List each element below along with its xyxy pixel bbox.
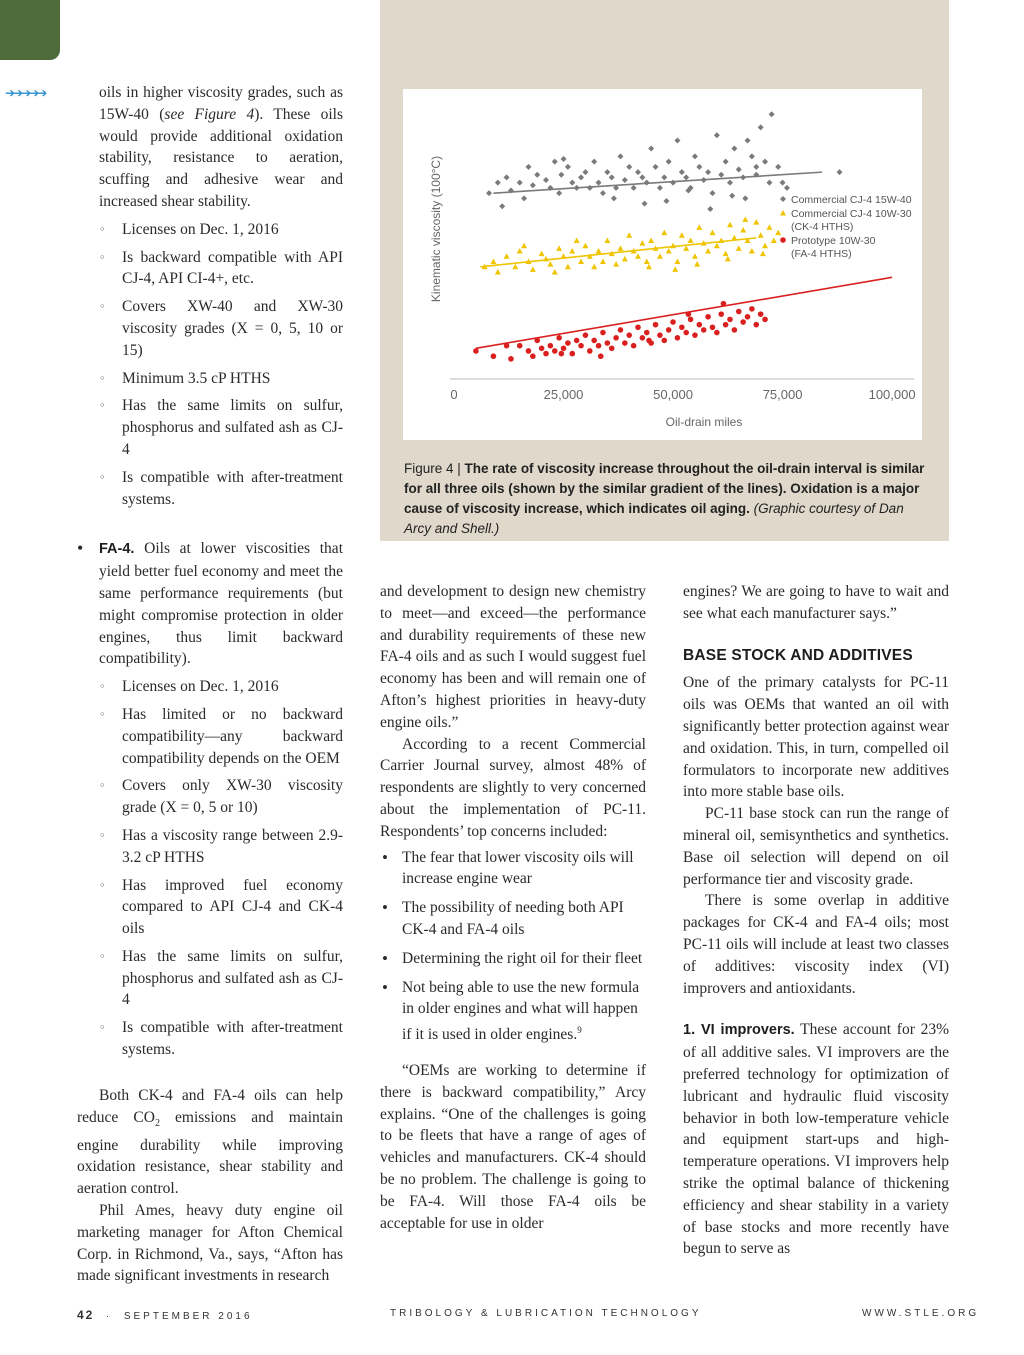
data-point-prototype-10w30 bbox=[646, 338, 652, 344]
data-point-cj4-15w40 bbox=[611, 195, 617, 201]
basestock-paragraph: PC-11 base stock can run the range of mineral oil, semisynthetics and synthetics. Base oil selection will depend on oil performance tier and viscosity grade. bbox=[683, 805, 949, 888]
data-point-cj4-10w30 bbox=[740, 227, 746, 233]
data-point-cj4-10w30 bbox=[521, 243, 527, 249]
data-point-cj4-10w30 bbox=[512, 264, 518, 270]
data-point-cj4-15w40 bbox=[578, 174, 584, 180]
data-point-prototype-10w30 bbox=[640, 335, 646, 341]
data-point-cj4-15w40 bbox=[663, 198, 669, 204]
data-point-prototype-10w30 bbox=[598, 353, 604, 359]
data-point-cj4-15w40 bbox=[784, 185, 790, 191]
data-point-cj4-10w30 bbox=[626, 232, 632, 238]
data-point-cj4-10w30 bbox=[578, 259, 584, 265]
footer-dot: · bbox=[105, 1311, 113, 1322]
data-point-prototype-10w30 bbox=[758, 311, 764, 317]
data-point-prototype-10w30 bbox=[749, 306, 755, 312]
data-point-prototype-10w30 bbox=[727, 317, 733, 323]
data-point-prototype-10w30 bbox=[578, 343, 584, 349]
x-tick-label: 100,000 bbox=[868, 387, 916, 402]
ck4-list-item: ◦ Minimum 3.5 cP HTHS bbox=[122, 368, 343, 390]
fa4-list bbox=[77, 538, 343, 670]
data-point-cj4-10w30 bbox=[617, 245, 623, 251]
data-point-prototype-10w30 bbox=[565, 340, 571, 346]
data-point-cj4-15w40 bbox=[543, 177, 549, 183]
data-point-prototype-10w30 bbox=[556, 335, 562, 341]
ck4-feature-list bbox=[77, 219, 343, 511]
data-point-prototype-10w30 bbox=[561, 346, 567, 352]
ck4-list-item: ◦ Is backward compatible with API CJ-4, API CI-4+, etc. bbox=[122, 247, 343, 291]
data-point-cj4-15w40 bbox=[661, 174, 667, 180]
citation-superscript: 9 bbox=[577, 1025, 582, 1036]
data-point-cj4-15w40 bbox=[534, 172, 540, 178]
data-point-cj4-15w40 bbox=[556, 190, 562, 196]
caption-text: The rate of viscosity increase throughout the oil-drain interval is similar for all three oils (shown by the similar gradient of the lines). Oxidation is a major cause of viscosity increase, which indicates oil aging. bbox=[404, 461, 925, 516]
concern-list-item: • Determining the right oil for their fleet bbox=[402, 948, 646, 970]
data-point-cj4-15w40 bbox=[775, 164, 781, 170]
data-point-prototype-10w30 bbox=[697, 322, 703, 328]
figure-caption bbox=[404, 459, 929, 539]
emissions-paragraph bbox=[77, 1085, 343, 1200]
data-point-cj4-10w30 bbox=[574, 238, 580, 244]
data-point-cj4-15w40 bbox=[565, 164, 571, 170]
data-point-cj4-10w30 bbox=[674, 259, 680, 265]
data-point-cj4-10w30 bbox=[530, 266, 536, 272]
data-point-cj4-15w40 bbox=[674, 138, 680, 144]
continuation-arrows: ➔➔➔➔➔ bbox=[5, 86, 46, 100]
data-point-cj4-10w30 bbox=[646, 264, 652, 270]
data-point-prototype-10w30 bbox=[600, 330, 606, 336]
data-point-prototype-10w30 bbox=[609, 346, 615, 352]
data-point-cj4-15w40 bbox=[731, 145, 737, 151]
data-point-cj4-10w30 bbox=[742, 216, 748, 222]
data-point-prototype-10w30 bbox=[543, 351, 549, 357]
data-point-cj4-15w40 bbox=[692, 153, 698, 159]
data-point-cj4-10w30 bbox=[762, 243, 768, 249]
data-point-cj4-15w40 bbox=[486, 190, 492, 196]
data-point-prototype-10w30 bbox=[753, 322, 759, 328]
data-point-prototype-10w30 bbox=[631, 343, 637, 349]
fa4-item bbox=[99, 538, 343, 670]
data-point-cj4-15w40 bbox=[780, 180, 786, 186]
data-point-prototype-10w30 bbox=[661, 338, 667, 344]
data-point-cj4-15w40 bbox=[736, 166, 742, 172]
data-point-cj4-15w40 bbox=[499, 203, 505, 209]
fa4-list-item: ◦ Has a viscosity range between 2.9-3.2 cP HTHS bbox=[122, 825, 343, 869]
column-1 bbox=[77, 82, 343, 1287]
concern-list-item: • The fear that lower viscosity oils will increase engine wear bbox=[402, 847, 646, 891]
ck4-intro bbox=[77, 82, 343, 213]
data-point-cj4-10w30 bbox=[749, 248, 755, 254]
data-point-prototype-10w30 bbox=[530, 353, 536, 359]
fa4-list-item: ◦ Has improved fuel economy compared to API CJ-4 and CK-4 oils bbox=[122, 875, 343, 940]
additive-paragraph: There is some overlap in additive packages for CK-4 and FA-4 oils; most PC-11 oils will include at least two classes of additives: viscosity index (VI) improvers and antioxidants. bbox=[683, 892, 949, 997]
data-point-cj4-15w40 bbox=[582, 169, 588, 175]
data-point-cj4-15w40 bbox=[723, 159, 729, 165]
data-point-prototype-10w30 bbox=[605, 340, 611, 346]
magazine-name: TRIBOLOGY & LUBRICATION TECHNOLOGY bbox=[390, 1308, 702, 1319]
data-point-cj4-10w30 bbox=[504, 253, 510, 259]
data-point-prototype-10w30 bbox=[574, 338, 580, 344]
data-point-cj4-10w30 bbox=[775, 230, 781, 236]
oem-paragraph: “OEMs are working to determine if there is backward compatibility,” Arcy explains. “One of the challenges is going to be fleets that have a range of ages of vehicles and manufacturers. CK-4 should be no problem. The challenge is going to be FA-4. Will those FA-4 oils be acceptable for use in older bbox=[380, 1062, 646, 1232]
data-point-cj4-15w40 bbox=[762, 159, 768, 165]
data-point-prototype-10w30 bbox=[559, 351, 565, 357]
vi-text: These account for 23% of all additive sales. VI improvers are the preferred technology for optimization of lubricant and hydraulic fluid viscosity behavior in both low-temperature vehicle and equipment start-ups and high-temperature operations. VI improvers help strike the optimal balance of thickening efficiency and shear stability in a variety of base stocks and more recently have begun to serve as bbox=[683, 1021, 949, 1258]
data-point-cj4-10w30 bbox=[679, 232, 685, 238]
data-point-cj4-10w30 bbox=[694, 261, 700, 267]
data-point-prototype-10w30 bbox=[710, 324, 716, 330]
data-point-prototype-10w30 bbox=[675, 335, 681, 341]
data-point-cj4-15w40 bbox=[742, 195, 748, 201]
engines-paragraph: engines? We are going to have to wait and see what each manufacturer says.” bbox=[683, 583, 949, 622]
data-point-cj4-15w40 bbox=[705, 169, 711, 175]
data-point-prototype-10w30 bbox=[618, 327, 624, 333]
data-point-cj4-15w40 bbox=[596, 180, 602, 186]
data-point-cj4-10w30 bbox=[736, 245, 742, 251]
ck4-list-item: ◦ Covers XW-40 and XW-30 viscosity grades (X = 0, 5, 10 or 15) bbox=[122, 296, 343, 361]
fa4-list-item: ◦ Has the same limits on sulfur, phosphorus and sulfated ash as CJ-4 bbox=[122, 946, 343, 1011]
data-point-cj4-10w30 bbox=[661, 230, 667, 236]
legend-marker-triangle bbox=[780, 210, 786, 216]
data-point-cj4-10w30 bbox=[604, 238, 610, 244]
fa4-text: Oils at lower viscosities that yield better fuel economy and meet the same performance requirements (but might compromise protection in older engines, thus limit backward compatibility). bbox=[99, 540, 343, 668]
data-point-prototype-10w30 bbox=[517, 343, 523, 349]
x-tick-label: 0 bbox=[450, 387, 458, 402]
data-point-cj4-10w30 bbox=[753, 219, 759, 225]
figure-4 bbox=[380, 0, 949, 541]
data-point-cj4-10w30 bbox=[709, 230, 715, 236]
data-point-cj4-15w40 bbox=[653, 164, 659, 170]
data-point-cj4-15w40 bbox=[635, 169, 641, 175]
ck4-intro-end: ). These oils would provide additional oxidation stability, resistance to aeration, scuffing and adhesive wear and increased shear stability. bbox=[99, 105, 343, 210]
data-point-cj4-10w30 bbox=[771, 238, 777, 244]
data-point-prototype-10w30 bbox=[745, 314, 751, 320]
data-point-cj4-15w40 bbox=[745, 138, 751, 144]
data-point-cj4-10w30 bbox=[596, 248, 602, 254]
issue-date: SEPTEMBER 2016 bbox=[123, 1311, 253, 1322]
ck4-list-item: ◦ Is compatible with after-treatment systems. bbox=[122, 467, 343, 511]
data-point-cj4-15w40 bbox=[561, 156, 567, 162]
survey-paragraph: According to a recent Commercial Carrier Journal survey, almost 48% of respondents are slightly to very concerned about the implementation of PC-11. Respondents’ top concerns included: bbox=[380, 735, 646, 840]
fa4-list-item: ◦ Is compatible with after-treatment systems. bbox=[122, 1017, 343, 1061]
legend-label: (FA-4 HTHS) bbox=[791, 248, 852, 260]
data-point-prototype-10w30 bbox=[587, 348, 593, 354]
data-point-cj4-10w30 bbox=[556, 245, 562, 251]
data-point-prototype-10w30 bbox=[613, 335, 619, 341]
data-point-cj4-10w30 bbox=[644, 259, 650, 265]
fa4-list-item: ◦ Licenses on Dec. 1, 2016 bbox=[122, 676, 343, 698]
data-point-prototype-10w30 bbox=[740, 319, 746, 325]
data-point-cj4-15w40 bbox=[714, 132, 720, 138]
footer-left bbox=[77, 1308, 253, 1322]
data-point-prototype-10w30 bbox=[653, 322, 659, 328]
afton-paragraph: and development to design new chemistry to meet—and exceed—the performance and durability requirements of these new FA-4 oils and as such I would suggest fuel economy has been and will remain one of Afton’s highest priorities in heavy-duty engine oils.” bbox=[380, 583, 646, 731]
data-point-cj4-15w40 bbox=[642, 201, 648, 207]
data-point-cj4-10w30 bbox=[766, 224, 772, 230]
data-point-cj4-10w30 bbox=[692, 253, 698, 259]
data-point-cj4-10w30 bbox=[622, 256, 628, 262]
data-point-cj4-15w40 bbox=[718, 172, 724, 178]
data-point-cj4-15w40 bbox=[837, 169, 843, 175]
data-point-prototype-10w30 bbox=[701, 327, 707, 333]
emissions-text-b: emissions and maintain engine durability while improving oxidation resistance, shear stability and aeration control. bbox=[77, 1108, 343, 1198]
data-point-cj4-10w30 bbox=[600, 259, 606, 265]
data-point-cj4-10w30 bbox=[760, 251, 766, 257]
data-point-prototype-10w30 bbox=[718, 311, 724, 317]
data-point-cj4-15w40 bbox=[591, 159, 597, 165]
figure-reference: see Figure 4 bbox=[164, 105, 255, 123]
data-point-cj4-10w30 bbox=[723, 251, 729, 257]
data-point-cj4-15w40 bbox=[670, 180, 676, 186]
data-point-cj4-15w40 bbox=[504, 174, 510, 180]
legend-marker-diamond bbox=[780, 196, 786, 202]
emissions-text-a: Both CK-4 and FA-4 oils can help reduce CO bbox=[77, 1086, 343, 1126]
legend-label: (CK-4 HTHS) bbox=[791, 221, 854, 233]
data-point-prototype-10w30 bbox=[622, 340, 628, 346]
data-point-cj4-10w30 bbox=[696, 224, 702, 230]
data-point-prototype-10w30 bbox=[644, 330, 650, 336]
data-point-prototype-10w30 bbox=[552, 348, 558, 354]
x-tick-label: 50,000 bbox=[653, 387, 693, 402]
legend-marker-circle bbox=[780, 237, 786, 243]
data-point-prototype-10w30 bbox=[526, 348, 532, 354]
data-point-prototype-10w30 bbox=[714, 330, 720, 336]
ck4-list-item: ◦ Has the same limits on sulfur, phosphorus and sulfated ash as CJ-4 bbox=[122, 395, 343, 460]
fa4-label: FA-4. bbox=[99, 541, 135, 558]
data-point-cj4-15w40 bbox=[758, 124, 764, 130]
data-point-prototype-10w30 bbox=[705, 314, 711, 320]
data-point-cj4-15w40 bbox=[709, 190, 715, 196]
data-point-cj4-10w30 bbox=[582, 243, 588, 249]
data-point-prototype-10w30 bbox=[508, 356, 514, 362]
data-point-cj4-10w30 bbox=[495, 269, 501, 275]
data-point-prototype-10w30 bbox=[591, 338, 597, 344]
x-axis-label: Oil-drain miles bbox=[665, 415, 743, 429]
data-point-prototype-10w30 bbox=[539, 346, 545, 352]
ck4-list-item: ◦ Licenses on Dec. 1, 2016 bbox=[122, 219, 343, 241]
data-point-cj4-15w40 bbox=[626, 164, 632, 170]
data-point-cj4-15w40 bbox=[521, 195, 527, 201]
data-point-cj4-15w40 bbox=[600, 190, 606, 196]
data-point-cj4-10w30 bbox=[725, 256, 731, 262]
caption-credit: (Graphic courtesy of Dan Arcy and Shell.) bbox=[404, 501, 904, 536]
data-point-cj4-15w40 bbox=[552, 159, 558, 165]
data-point-prototype-10w30 bbox=[583, 332, 589, 338]
data-point-prototype-10w30 bbox=[732, 327, 738, 333]
data-point-cj4-10w30 bbox=[666, 248, 672, 254]
data-point-cj4-10w30 bbox=[648, 238, 654, 244]
vi-label: 1. VI improvers. bbox=[683, 1022, 795, 1039]
fa4-list-item: ◦ Has limited or no backward compatibility—any backward compatibility depends on the OEM bbox=[122, 704, 343, 769]
data-point-cj4-15w40 bbox=[604, 169, 610, 175]
data-point-cj4-15w40 bbox=[558, 172, 564, 178]
co2-subscript: 2 bbox=[154, 1117, 160, 1129]
data-point-cj4-15w40 bbox=[609, 174, 615, 180]
data-point-cj4-10w30 bbox=[714, 243, 720, 249]
data-point-cj4-15w40 bbox=[683, 174, 689, 180]
data-point-cj4-10w30 bbox=[517, 248, 523, 254]
data-point-prototype-10w30 bbox=[736, 309, 742, 315]
data-point-cj4-10w30 bbox=[657, 253, 663, 259]
data-point-cj4-15w40 bbox=[729, 193, 735, 199]
data-point-cj4-10w30 bbox=[705, 248, 711, 254]
data-point-cj4-10w30 bbox=[639, 240, 645, 246]
data-point-cj4-15w40 bbox=[569, 180, 575, 186]
page-number: 42 bbox=[77, 1308, 95, 1322]
data-point-cj4-15w40 bbox=[769, 111, 775, 117]
data-point-prototype-10w30 bbox=[596, 343, 602, 349]
trend-line bbox=[476, 277, 892, 348]
data-point-cj4-10w30 bbox=[591, 264, 597, 270]
data-point-cj4-10w30 bbox=[565, 264, 571, 270]
concern-list-item bbox=[402, 977, 646, 1047]
catalyst-paragraph: One of the primary catalysts for PC-11 oils was OEMs that wanted an oil with significantly better protection against wear and oxidation. This, in turn, compelled oil formulators to incorporate new additives into more stable base oils. bbox=[683, 674, 949, 801]
data-point-prototype-10w30 bbox=[626, 332, 632, 338]
fa4-list-item: ◦ Covers only XW-30 viscosity grade (X = 0, 5 or 10) bbox=[122, 775, 343, 819]
concern-text: Not being able to use the new formula in older engines and what will happen if it is used in older engines. bbox=[402, 978, 640, 1044]
data-point-cj4-10w30 bbox=[539, 251, 545, 257]
data-point-cj4-10w30 bbox=[569, 248, 575, 254]
data-point-cj4-10w30 bbox=[672, 266, 678, 272]
section-tab bbox=[0, 0, 60, 60]
data-point-cj4-15w40 bbox=[639, 174, 645, 180]
data-point-cj4-10w30 bbox=[613, 261, 619, 267]
data-point-prototype-10w30 bbox=[657, 332, 663, 338]
vi-paragraph bbox=[683, 1019, 949, 1260]
chart-svg bbox=[403, 89, 922, 440]
data-point-prototype-10w30 bbox=[666, 327, 672, 333]
data-point-cj4-15w40 bbox=[648, 145, 654, 151]
section-heading: BASE STOCK AND ADDITIVES bbox=[683, 646, 913, 664]
data-point-cj4-10w30 bbox=[635, 253, 641, 259]
viscosity-chart bbox=[403, 89, 922, 440]
data-point-cj4-10w30 bbox=[547, 261, 553, 267]
data-point-cj4-10w30 bbox=[688, 238, 694, 244]
legend-label: Prototype 10W-30 bbox=[791, 235, 876, 247]
y-axis-label: Kinematic viscosity (100°C) bbox=[429, 155, 443, 303]
legend-label: Commercial CJ-4 10W-30 bbox=[791, 208, 912, 220]
data-point-prototype-10w30 bbox=[762, 317, 768, 323]
figure-label: Figure 4 bbox=[404, 461, 454, 476]
data-point-prototype-10w30 bbox=[688, 317, 694, 323]
x-tick-label: 25,000 bbox=[543, 387, 584, 402]
data-point-cj4-15w40 bbox=[749, 153, 755, 159]
data-point-cj4-15w40 bbox=[631, 185, 637, 191]
data-point-cj4-15w40 bbox=[617, 153, 623, 159]
ames-paragraph: Phil Ames, heavy duty engine oil marketing manager for Afton Chemical Corp. in Richmond, Va., says, “Afton has made significant investments in research bbox=[77, 1201, 343, 1285]
data-point-cj4-15w40 bbox=[622, 177, 628, 183]
data-point-prototype-10w30 bbox=[635, 324, 641, 330]
concerns-list bbox=[380, 847, 646, 1047]
data-point-cj4-10w30 bbox=[758, 232, 764, 238]
data-point-cj4-15w40 bbox=[753, 164, 759, 170]
data-point-cj4-15w40 bbox=[657, 185, 663, 191]
data-point-prototype-10w30 bbox=[679, 324, 685, 330]
figure-separator: | bbox=[453, 461, 465, 476]
data-point-cj4-10w30 bbox=[727, 222, 733, 228]
data-point-cj4-15w40 bbox=[530, 182, 536, 188]
data-point-cj4-15w40 bbox=[517, 180, 523, 186]
data-point-cj4-15w40 bbox=[707, 206, 713, 212]
data-point-prototype-10w30 bbox=[491, 353, 497, 359]
fa4-feature-list bbox=[77, 676, 343, 1061]
legend-label: Commercial CJ-4 15W-40 bbox=[791, 194, 912, 206]
column-3 bbox=[683, 581, 949, 1260]
ck4-intro-text: oils in higher viscosity grades, such as 15W-40 ( bbox=[99, 84, 343, 123]
data-point-prototype-10w30 bbox=[692, 332, 698, 338]
data-point-cj4-15w40 bbox=[696, 164, 702, 170]
column-2 bbox=[380, 581, 646, 1234]
data-point-cj4-10w30 bbox=[490, 259, 496, 265]
data-point-cj4-15w40 bbox=[666, 159, 672, 165]
data-point-cj4-15w40 bbox=[766, 180, 772, 186]
data-point-prototype-10w30 bbox=[473, 348, 479, 354]
data-point-prototype-10w30 bbox=[670, 319, 676, 325]
data-point-prototype-10w30 bbox=[569, 351, 575, 357]
trend-line bbox=[493, 172, 822, 193]
concern-list-item: • The possibility of needing both API CK-4 and FA-4 oils bbox=[402, 897, 646, 941]
data-point-cj4-15w40 bbox=[727, 180, 733, 186]
data-point-prototype-10w30 bbox=[683, 330, 689, 336]
website: WWW.STLE.ORG bbox=[862, 1308, 980, 1319]
data-point-prototype-10w30 bbox=[548, 343, 554, 349]
data-point-cj4-10w30 bbox=[552, 269, 558, 275]
data-point-cj4-15w40 bbox=[679, 169, 685, 175]
data-point-cj4-15w40 bbox=[495, 180, 501, 186]
x-tick-label: 75,000 bbox=[762, 387, 803, 402]
data-point-cj4-15w40 bbox=[525, 164, 531, 170]
data-point-prototype-10w30 bbox=[723, 322, 729, 328]
